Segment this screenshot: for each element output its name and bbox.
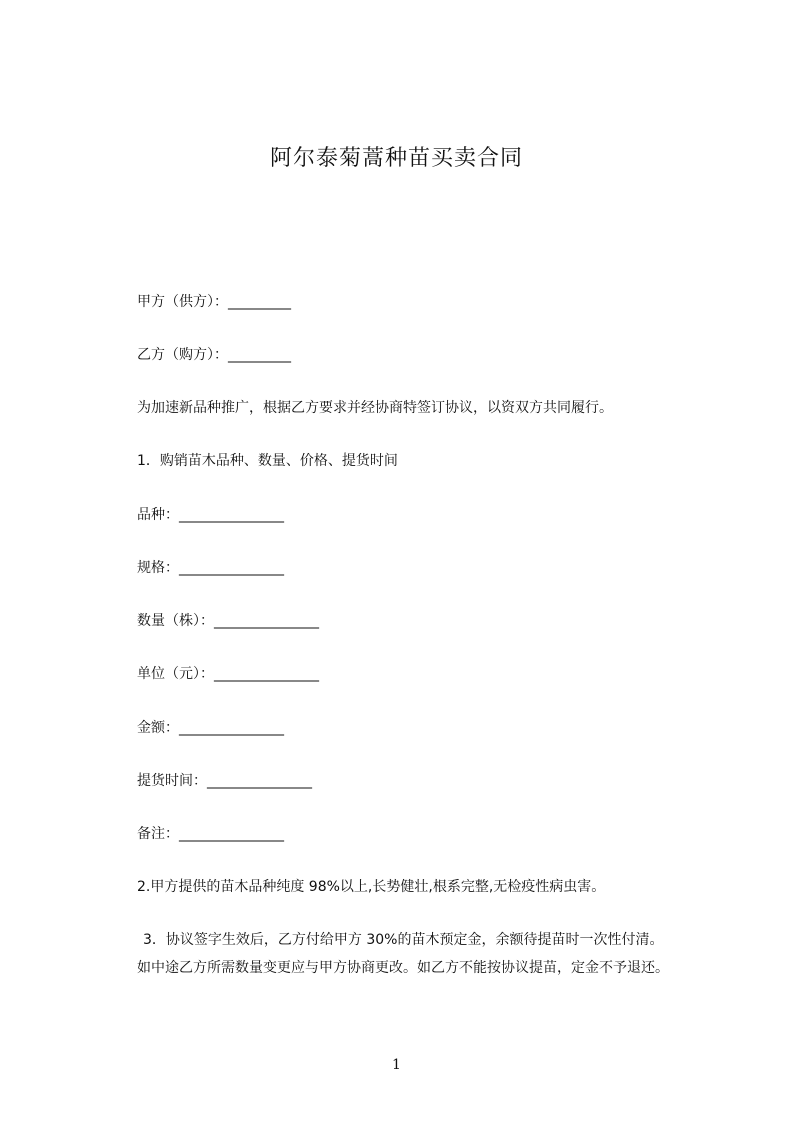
party-a-line [137,293,291,311]
field-label: 金额： [137,720,179,736]
field-unit-price [137,665,319,683]
field-label: 单位（元）： [137,666,214,682]
party-b-blank: _________ [228,347,291,363]
field-label: 规格： [137,560,179,576]
party-b-label: 乙方（购方）： [137,347,228,363]
field-blank: _______________ [214,613,319,629]
field-amount [137,719,284,737]
party-b-line [137,346,291,364]
field-spec [137,559,284,577]
field-blank: _______________ [214,666,319,682]
field-remarks [137,825,284,843]
field-blank: _______________ [179,560,284,576]
field-pickup-time [137,772,312,790]
field-blank: _______________ [179,507,284,523]
field-blank: _______________ [179,826,284,842]
page-number: 1 [392,1057,401,1073]
field-label: 品种： [137,507,179,523]
field-variety [137,506,284,524]
section-1-heading: 1．购销苗木品种、数量、价格、提货时间 [137,453,398,469]
clause-3: 3．协议签字生效后，乙方付给甲方 30%的苗木预定金，余额待提苗时一次性付清。如中途乙方所需数量变更应与甲方协商更改。如乙方不能按协议提苗，定金不予退还。 [137,932,669,976]
field-label: 数量（株）： [137,613,214,629]
party-a-label: 甲方（供方）： [137,294,228,310]
document-title: 阿尔泰菊蒿种苗买卖合同 [269,146,523,171]
intro-text: 为加速新品种推广，根据乙方要求并经协商特签订协议，以资双方共同履行。 [137,400,613,416]
field-label: 提货时间： [137,773,207,789]
field-quantity [137,612,319,630]
clause-2: 2.甲方提供的苗木品种纯度 98%以上,长势健壮,根系完整,无检疫性病虫害。 [137,879,606,895]
field-label: 备注： [137,826,179,842]
field-blank: _______________ [207,773,312,789]
field-blank: _______________ [179,720,284,736]
party-a-blank: _________ [228,294,291,310]
